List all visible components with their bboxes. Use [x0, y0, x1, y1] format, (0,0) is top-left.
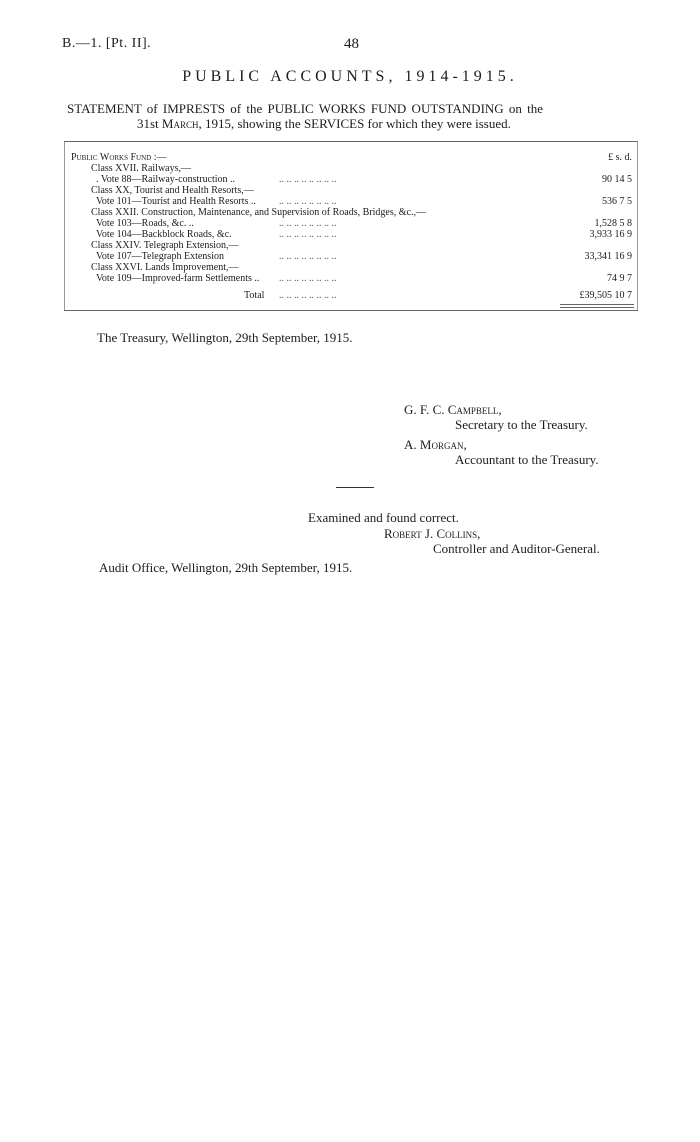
total-rule-bottom — [560, 307, 634, 308]
statement-date-day: 31st — [137, 116, 162, 131]
row-amount: 536 7 5 — [602, 196, 632, 207]
table-row — [64, 273, 638, 285]
row-amount: 74 9 7 — [607, 273, 632, 284]
leader-dots: .. .. .. .. .. .. .. .. — [279, 218, 337, 229]
signatory-morgan-name: A. Morgan, — [404, 437, 467, 452]
leader-dots: .. .. .. .. .. .. .. .. — [279, 174, 337, 185]
row-label: Vote 107—Telegraph Extension — [96, 251, 224, 262]
leader-dots: .. .. .. .. .. .. .. .. — [279, 273, 337, 284]
signatory-campbell-title: Secretary to the Treasury. — [455, 417, 588, 432]
row-label: . Vote 88—Railway-construction .. — [96, 174, 236, 185]
row-label: Class XXII. Construction, Maintenance, and Supervision of Roads, Bridges, &c.,— — [91, 207, 426, 218]
page-title: PUBLIC ACCOUNTS, 1914-1915. — [182, 68, 518, 85]
total-label: Total — [244, 290, 265, 301]
signatory-morgan-title: Accountant to the Treasury. — [455, 452, 599, 467]
row-label: Vote 109—Improved-farm Settlements .. — [96, 273, 260, 284]
row-label: Class XVII. Railways,— — [91, 163, 191, 174]
leader-dots: .. .. .. .. .. .. .. .. — [279, 251, 337, 262]
row-amount: 3,933 16 9 — [589, 229, 632, 240]
row-label: Class XXVI. Lands Improvement,— — [91, 262, 239, 273]
row-label: Vote 101—Tourist and Health Resorts .. — [96, 196, 256, 207]
examined-statement: Examined and found correct. — [308, 510, 459, 525]
row-label: Vote 103—Roads, &c. .. — [96, 218, 194, 229]
fund-label: Public Works Fund :— — [71, 152, 167, 163]
row-label: Class XXIV. Telegraph Extension,— — [91, 240, 239, 251]
signatory-collins-name: Robert J. Collins, — [384, 526, 481, 541]
total-amount: £39,505 10 7 — [579, 290, 632, 301]
leader-dots: .. .. .. .. .. .. .. .. — [279, 229, 337, 240]
row-amount: 90 14 5 — [602, 174, 632, 185]
statement-heading-line-1: STATEMENT of IMPRESTS of the PUBLIC WORKS FUND OUTSTANDING on the — [67, 101, 544, 116]
treasury-dateline: The Treasury, Wellington, 29th September, 1915. — [97, 330, 353, 345]
audit-dateline: Audit Office, Wellington, 29th September, 1915. — [99, 560, 353, 575]
statement-date-month: March — [161, 116, 199, 131]
row-amount: 33,341 16 9 — [584, 251, 632, 262]
table-total-row — [64, 290, 638, 302]
total-rule-top — [560, 304, 634, 305]
currency-header: £ s. d. — [608, 152, 632, 163]
imprests-table — [64, 141, 638, 311]
signatory-collins-title: Controller and Auditor-General. — [433, 541, 600, 556]
row-amount: 1,528 5 8 — [594, 218, 632, 229]
signatory-campbell-name: G. F. C. Campbell, — [404, 402, 502, 417]
leader-dots: .. .. .. .. .. .. .. .. — [279, 290, 337, 301]
separator-rule — [336, 487, 374, 488]
row-label: Class XX, Tourist and Health Resorts,— — [91, 185, 254, 196]
statement-heading-line-2 — [137, 116, 511, 132]
document-reference: B.—1. [Pt. II]. — [62, 36, 152, 51]
statement-heading-rest: , 1915, showing the SERVICES for which they were issued. — [198, 116, 511, 131]
leader-dots: .. .. .. .. .. .. .. .. — [279, 196, 337, 207]
page-number: 48 — [344, 36, 359, 52]
row-label: Vote 104—Backblock Roads, &c. — [96, 229, 232, 240]
